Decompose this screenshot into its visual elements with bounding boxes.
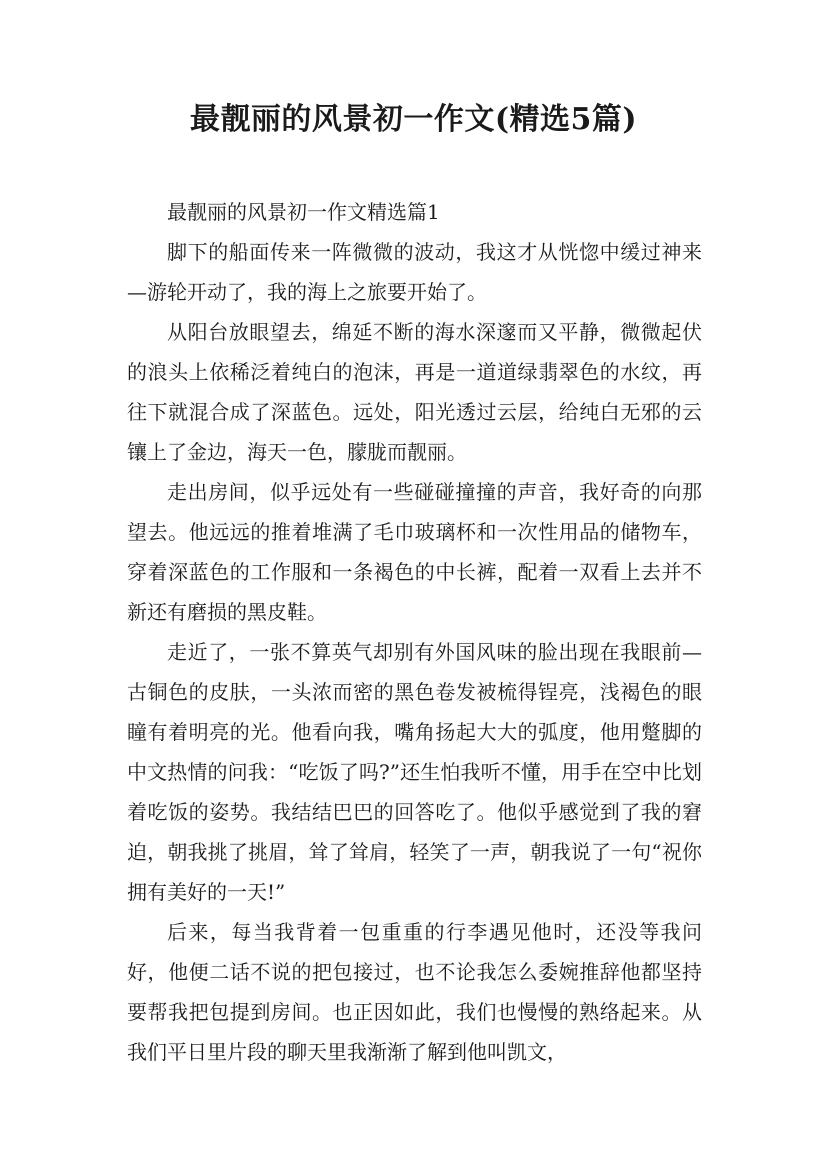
section-heading: 最靓丽的风景初一作文精选篇1 xyxy=(167,200,440,224)
document-body xyxy=(127,192,702,1072)
paragraph: 走近了，一张不算英气却别有外国风味的脸出现在我眼前—古铜色的皮肤，一头浓而密的黑色卷发被梳得锃亮，浅褐色的眼瞳有着明亮的光。他看向我，嘴角扬起大大的弧度，他用蹩脚的中文热情的问我：“吃饭了吗?”还生怕我听不懂，用手在空中比划着吃饭的姿势。我结结巴巴的回答吃了。他似乎感觉到了我的窘迫，朝我挑了挑眉，耸了耸肩，轻笑了一声，朝我说了一句“祝你拥有美好的一天!” xyxy=(127,640,702,904)
paragraph: 从阳台放眼望去，绵延不断的海水深邃而又平静，微微起伏的浪头上依稀泛着纯白的泡沫，再是一道道绿翡翠色的水纹，再往下就混合成了深蓝色。远处，阳光透过云层，给纯白无邪的云镶上了金边，海天一色，朦胧而靓丽。 xyxy=(127,320,702,464)
document-title: 最靓丽的风景初一作文(精选5篇) xyxy=(189,102,638,137)
paragraph: 走出房间，似乎远处有一些碰碰撞撞的声音，我好奇的向那望去。他远远的推着堆满了毛巾玻璃杯和一次性用品的储物车，穿着深蓝色的工作服和一条褐色的中长裤，配着一双看上去并不新还有磨损的黑皮鞋。 xyxy=(127,480,702,624)
paragraph: 脚下的船面传来一阵微微的波动，我这才从恍惚中缓过神来—游轮开动了，我的海上之旅要开始了。 xyxy=(127,240,702,304)
paragraph: 后来，每当我背着一包重重的行李遇见他时，还没等我问好，他便二话不说的把包接过，也不论我怎么委婉推辞他都坚持要帮我把包提到房间。也正因如此，我们也慢慢的熟络起来。从我们平日里片段的聊天里我渐渐了解到他叫凯文， xyxy=(127,920,702,1064)
